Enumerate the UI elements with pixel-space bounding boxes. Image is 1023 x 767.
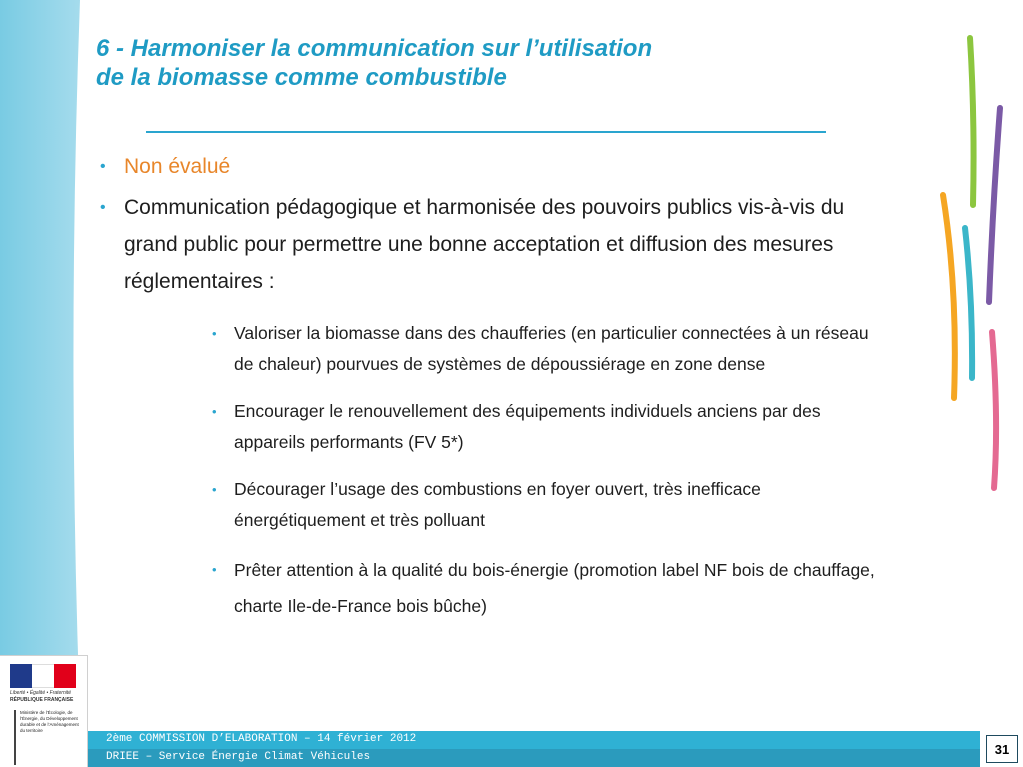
sub-bullet-item xyxy=(210,396,880,458)
bullet-status-text: Non évalué xyxy=(124,155,231,178)
sub-bullet-text: Valoriser la biomasse dans des chaufferies (en particulier connectées à un réseau de chaleur) pourvues de systèmes de dépoussiérage en zone dense xyxy=(234,323,869,374)
slide-title xyxy=(96,34,856,92)
footer-commission: 2ème COMMISSION D’ELABORATION – 14 février 2012 xyxy=(106,733,417,745)
bullet-dot-icon: • xyxy=(100,158,106,175)
footer-bar-top xyxy=(88,731,980,749)
green-stroke xyxy=(970,38,974,205)
bullet-dot-icon: • xyxy=(212,404,217,419)
bullet-dot-icon: • xyxy=(212,326,217,341)
bullet-dot-icon: • xyxy=(212,562,217,577)
sub-bullet-text: Encourager le renouvellement des équipements individuels anciens par des appareils performants (FV 5*) xyxy=(234,401,821,452)
decorative-color-strokes xyxy=(913,0,1023,520)
footer-bar-bottom xyxy=(88,749,980,767)
sub-bullet-item xyxy=(210,552,880,624)
ministry-divider xyxy=(14,710,16,765)
slide-content xyxy=(100,148,900,640)
bullet-status xyxy=(100,148,900,185)
slide-title-line-1: 6 - Harmoniser la communication sur l’utilisation xyxy=(96,35,653,62)
french-flag-icon xyxy=(10,664,76,688)
logo-republic: RÉPUBLIQUE FRANÇAISE xyxy=(10,697,74,703)
sub-bullet-list xyxy=(210,318,880,624)
left-turquoise-band xyxy=(0,0,84,767)
title-underline xyxy=(146,131,826,133)
logo-ministry: Ministère de l’Écologie, de l’Énergie, du Développement durable et de l’Aménagement du territoire xyxy=(20,710,79,733)
orange-stroke xyxy=(943,195,955,398)
page-number: 31 xyxy=(986,735,1018,763)
bullet-main-text: Communication pédagogique et harmonisée des pouvoirs publics vis-à-vis du grand public pour permettre une bonne acceptation et diffusion des mesures réglementaires : xyxy=(124,196,845,293)
bullet-dot-icon: • xyxy=(100,199,106,216)
pink-stroke xyxy=(992,332,996,488)
sub-bullet-item xyxy=(210,474,880,536)
logo-motto: Liberté • Égalité • Fraternité xyxy=(10,690,72,696)
teal-stroke xyxy=(965,228,972,378)
sub-bullet-item xyxy=(210,318,880,380)
bullet-main xyxy=(100,189,900,300)
slide-title-line-2: de la biomasse comme combustible xyxy=(96,64,507,91)
purple-stroke xyxy=(989,108,1000,302)
sub-bullet-text: Prêter attention à la qualité du bois-énergie (promotion label NF bois de chauffage, charte Ile-de-France bois bûche) xyxy=(234,560,875,616)
footer-service: DRIEE – Service Énergie Climat Véhicules xyxy=(106,751,371,763)
republique-francaise-logo xyxy=(0,655,88,767)
sub-bullet-text: Décourager l’usage des combustions en foyer ouvert, très inefficace énergétiquement et très polluant xyxy=(234,479,761,530)
bullet-dot-icon: • xyxy=(212,482,217,497)
